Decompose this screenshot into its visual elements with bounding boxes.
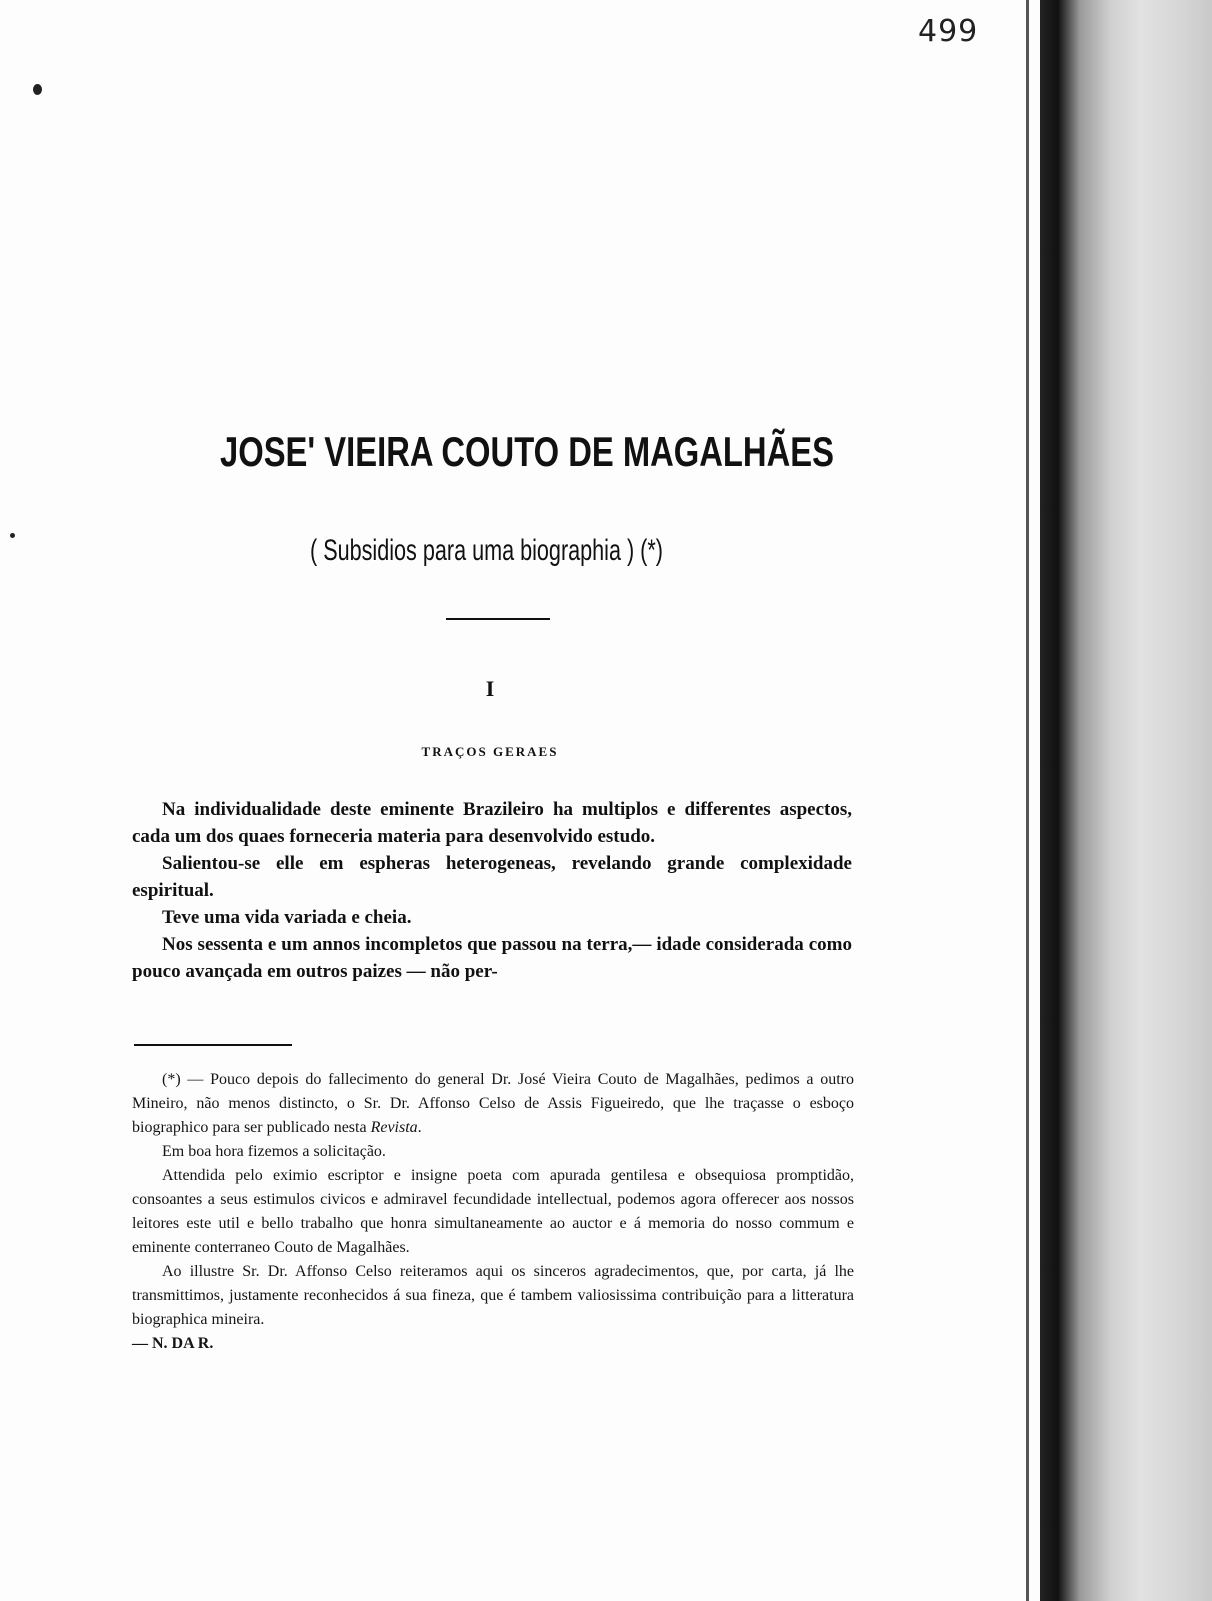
binding-edge-line: [1026, 0, 1029, 1601]
body-paragraph: Na individualidade deste eminente Brazileiro ha multiplos e differentes aspectos, cada um dos quaes forneceria materia para desenvolvido estudo.: [132, 799, 852, 847]
article-subtitle: ( Subsidios para uma biographia ) (*): [310, 534, 663, 567]
ink-speck: [33, 84, 42, 95]
editorial-signature: — N. DA R.: [132, 1335, 214, 1352]
title-divider: [446, 618, 550, 620]
footnote-paragraph: Em boa hora fizemos a solicitação.: [162, 1143, 386, 1160]
footnote: [132, 1068, 854, 1356]
footnote-paragraph: [132, 1068, 854, 1140]
body-paragraph: Nos sessenta e um annos incompletos que passou na terra,— idade considerada como pouco avançada em outros paizes — não per-: [132, 934, 852, 982]
book-binding-edge: [1040, 0, 1212, 1601]
ink-speck: [10, 533, 15, 538]
article-title: JOSE' VIEIRA COUTO DE MAGALHÃES: [220, 428, 834, 475]
journal-name: Revista: [370, 1119, 418, 1136]
page-number: 499: [918, 14, 979, 49]
section-heading: TRAÇOS GERAES: [421, 744, 559, 759]
body-paragraph: Salientou-se elle em espheras heterogeneas, revelando grande complexidade espiritual.: [132, 853, 852, 901]
section-number: I: [485, 676, 495, 701]
footnote-text: .: [417, 1119, 422, 1136]
body-text: [132, 796, 852, 985]
footnote-paragraph: Attendida pelo eximio escriptor e insigne poeta com apurada gentilesa e obsequiosa promptidão, consoantes a seus estimulos civicos e admiravel fecundidade intellectual, podemos agora offerecer aos nossos leitores este util e bello trabalho que honra simultaneamente ao auctor e á memoria do nosso commum e eminente conterraneo Couto de Magalhães.: [132, 1167, 854, 1256]
footnote-text: (*) — Pouco depois do fallecimento do general Dr. José Vieira Couto de Magalhães, pedimos a outro Mineiro, não menos distincto, o Sr. Dr. Affonso Celso de Assis Figueiredo, que lhe traçasse o esboço biographico para ser publicado nesta: [132, 1071, 854, 1136]
body-paragraph: Teve uma vida variada e cheia.: [162, 907, 412, 928]
footnote-divider: [134, 1044, 292, 1046]
footnote-paragraph: Ao illustre Sr. Dr. Affonso Celso reiteramos aqui os sinceros agradecimentos, que, por carta, já lhe transmittimos, justamente reconhecidos á sua fineza, que é tambem valiosissima contribuição para a litteratura biographica mineira.: [132, 1263, 854, 1328]
